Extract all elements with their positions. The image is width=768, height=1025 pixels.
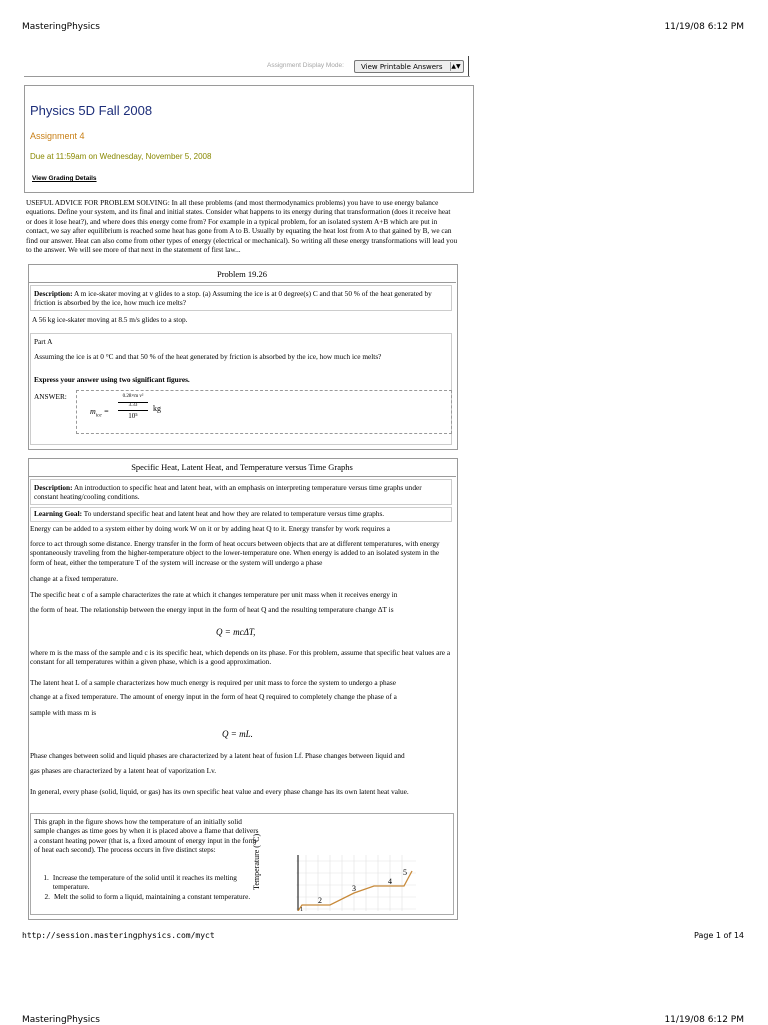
print-header-left: MasteringPhysics xyxy=(22,1015,100,1025)
graph-label-4: 4 xyxy=(388,877,392,886)
description-text: A m ice-skater moving at v glides to a stop. (a) Assuming the ice is at 0 degree(s) C and that 50 % of the heat generated by friction is absorbed by the ice, how much ice melts? xyxy=(34,289,432,308)
answer-denominator: 10⁵ xyxy=(128,412,138,420)
select-arrows-icon: ▲▼ xyxy=(451,63,461,70)
goal-label: Learning Goal: xyxy=(34,509,83,518)
part-question: Assuming the ice is at 0 °C and that 50 % of the heat generated by friction is absorbed by the ice, how much ice melts? xyxy=(34,352,382,361)
advice-text: USEFUL ADVICE FOR PROBLEM SOLVING: In all these problems (and most thermodynamics problems) you have to use energy balance equations. Define your system, and its final and initial states. Consider what happens to its energy during that transformation (does it receive heat or does it lose heat?), and where does this energy come from? For example in a typical problem, for an isolated system A+B which are put in contact, we say after equilibrium is reached some heat has gone from A to B. Usually by equating the heat lost from A to that gained by B, we can find our answer. Heat can also come from other types of energy (electrical or mechanical). So writing all these energy transformations will lead you to the answer. We will see more of that next in the statement of first law... xyxy=(26,198,458,255)
list-item xyxy=(34,892,260,901)
assignment-title: Assignment 4 xyxy=(30,131,85,141)
divider xyxy=(24,76,470,77)
graph-label-5: 5 xyxy=(403,868,407,877)
paragraph-4c: sample with mass m is xyxy=(30,708,97,717)
instruction-text: Express your answer using two significant figures. xyxy=(34,375,190,384)
view-grading-details-link[interactable]: View Grading Details xyxy=(32,175,97,182)
graph-label-2: 2 xyxy=(318,896,322,905)
list-number: 2. xyxy=(44,891,50,901)
part-label: Part A xyxy=(34,337,53,346)
answer-unit: kg xyxy=(153,404,161,413)
paragraph-5b: gas phases are characterized by a latent heat of vaporization Lv. xyxy=(30,766,217,775)
display-mode-value: View Printable Answers xyxy=(361,63,443,71)
graph-svg xyxy=(296,855,416,911)
problem-title: Problem 19.26 xyxy=(216,269,268,279)
answer-variable xyxy=(90,407,109,419)
description-label: Description: xyxy=(34,483,73,492)
graph-label-1: 1 xyxy=(300,907,303,911)
problem-title: Specific Heat, Latent Heat, and Temperature versus Time Graphs xyxy=(131,462,353,472)
graph-label-3: 3 xyxy=(352,884,356,893)
paragraph-2b: the form of heat. The relationship between the energy input in the form of heat Q and the resulting temperature change ΔT is xyxy=(30,605,394,614)
step-text: Increase the temperature of the solid until it reaches its melting temperature. xyxy=(52,873,237,892)
paragraph-1b: force to act through some distance. Energy transfer in the form of heat occurs between objects that are at different temperatures, with energy spontaneously traveling from the higher-temperature object to the lower-temperature one. When energy is added to an isolated system in the form of heat, either the temperature T of the system will increase or the system will undergo a phase xyxy=(30,539,440,567)
answer-mid: 3.33 xyxy=(128,403,138,408)
divider xyxy=(28,282,456,283)
display-mode-label: Assignment Display Mode: xyxy=(267,62,344,69)
answer-equals: = xyxy=(103,407,110,416)
paragraph-6: In general, every phase (solid, liquid, or gas) has its own specific heat value and every phase change has its own latent heat value. xyxy=(30,787,409,796)
equation-specific-heat: Q = mcΔT, xyxy=(216,627,256,637)
paragraph-4b: change at a fixed temperature. The amount of energy input in the form of heat Q required to completely change the phase of a xyxy=(30,692,397,701)
paragraph-2a: The specific heat c of a sample characterizes the rate at which it changes temperature per unit mass when it receives energy in xyxy=(30,590,398,599)
print-header-right: 11/19/08 6:12 PM xyxy=(664,1015,744,1025)
answer-var: m xyxy=(90,407,96,416)
temperature-time-graph xyxy=(296,855,416,911)
answer-label: ANSWER: xyxy=(34,392,67,401)
description-label: Description: xyxy=(34,289,73,298)
divider xyxy=(28,476,456,477)
paragraph-1a: Energy can be added to a system either by doing work W on it or by adding heat Q to it. Energy transfer by work requires a xyxy=(30,524,390,533)
answer-subscript: ice xyxy=(95,413,102,419)
learning-goal xyxy=(34,509,446,518)
problem-statement: A 56 kg ice-skater moving at 8.5 m/s glides to a stop. xyxy=(32,315,188,324)
fraction-bar xyxy=(118,410,148,411)
step-text: Melt the solid to form a liquid, maintaining a constant temperature. xyxy=(54,891,251,901)
equation-latent-heat: Q = mL. xyxy=(222,729,253,739)
course-title: Physics 5D Fall 2008 xyxy=(30,103,153,118)
divider xyxy=(468,56,469,76)
problem-description xyxy=(34,289,446,308)
problem-description xyxy=(34,483,446,502)
answer-numerator: 0.28×m v² xyxy=(122,394,144,399)
list-number: 1. xyxy=(43,873,49,882)
paragraph-4a: The latent heat L of a sample characterizes how much energy is required per unit mass to force the system to undergo a phase xyxy=(30,678,396,687)
graph-description: This graph in the figure shows how the temperature of an initially solid sample changes as time goes by when it is placed above a flame that delivers a constant heating power (that is, a fixed amount of energy input in the form of heat each second). The process occurs in five distinct steps: xyxy=(34,817,259,855)
print-header-left: MasteringPhysics xyxy=(22,22,100,32)
graph-grid xyxy=(296,855,416,911)
paragraph-3: where m is the mass of the sample and c is its specific heat, which depends on its phase. For this problem, assume that specific heat values are a constant for all temperatures within a given phase, which is a good approximation. xyxy=(30,648,451,667)
list-item xyxy=(34,873,260,892)
goal-text: To understand specific heat and latent heat and how they are related to temperature versus time graphs. xyxy=(83,509,385,518)
steps-list xyxy=(34,873,260,901)
print-header-right: 11/19/08 6:12 PM xyxy=(664,22,744,32)
paragraph-5a: Phase changes between solid and liquid phases are characterized by a latent heat of fusion Lf. Phase changes between liquid and xyxy=(30,751,405,760)
footer-url: http://session.masteringphysics.com/myct xyxy=(22,931,215,940)
graph-y-axis-label: Temperature (°C) xyxy=(252,833,261,890)
paragraph-1c: change at a fixed temperature. xyxy=(30,574,119,583)
due-date: Due at 11:59am on Wednesday, November 5, 2008 xyxy=(30,152,212,161)
footer-page-number: Page 1 of 14 xyxy=(694,931,744,940)
description-text: An introduction to specific heat and latent heat, with an emphasis on interpreting temperature versus time graphs under constant heating/cooling conditions. xyxy=(34,483,422,502)
display-mode-select[interactable] xyxy=(354,60,464,73)
